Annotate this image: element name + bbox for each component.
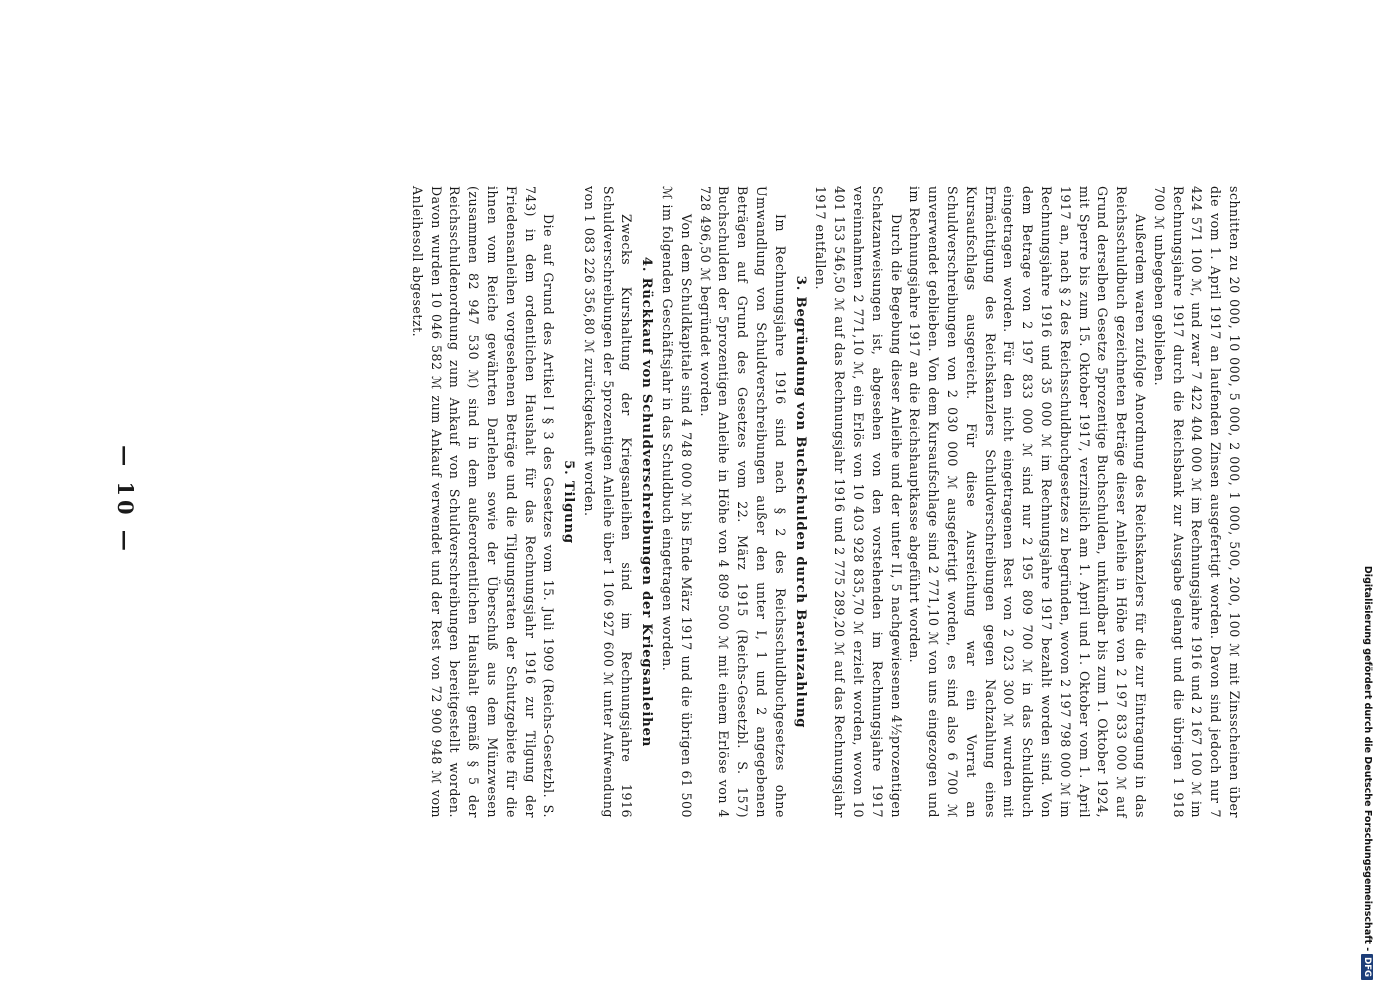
section-3-paragraph-2: Von dem Schuldkapitale sind 4 748 000 ℳ bis Ende März 1917 und die übrigen 61 500 ℳ im folgenden Geschäftsjahr in das Schuldbuch eingetragen worden.	[660, 186, 694, 818]
body-text	[407, 186, 1243, 818]
dfg-logo: DFG	[1361, 954, 1373, 980]
page-number: — 10 —	[113, 445, 138, 555]
paragraph-schuldverschreibungen-ausgabe: schnitten zu 20 000, 10 000, 5 000, 2 000, 1 000, 500, 200, 100 ℳ mit Zinsscheinen über die vom 1. April 1917 an laufenden Zinsen ausgefertigt worden. Davon sind jedoch nur 7 424 571 100 ℳ, und zwar 7 422 404 000 ℳ im Rechnungsjahre 1916 und 2 167 100 ℳ im Rechnungsjahre 1917 durch die Reichsbank zur Ausgabe gelangt und die übrigen 1 918 700 ℳ unbegeben geblieben.	[1151, 186, 1242, 818]
section-4-paragraph-1: Zwecks Kurshaltung der Kriegsanleihen sind im Rechnungsjahre 1916 Schuldverschreibungen der 5prozentigen Anleihe über 1 106 927 600 ℳ unter Aufwendung von 1 083 226 356,80 ℳ zurückgekauft worden.	[581, 186, 635, 818]
section-3-paragraph-1: Im Rechnungsjahre 1916 sind nach § 2 des Reichsschuldbuchgesetzes ohne Umwandlung von Schuldverschreibungen außer den unter I, 1 und 2 angegebenen Beträgen auf Grund des Gesetzes vom 22. März 1915 (Reichs-Gesetzbl. S. 157) Buchschulden der 5prozentigen Anleihe in Höhe von 4 809 500 ℳ mit einem Erlöse von 4 728 496,50 ℳ begründet worden.	[697, 186, 788, 818]
paragraph-buchschulden-eintragung: Außerdem waren zufolge Anordnung des Reichskanzlers für die zur Eintragung in das Reichsschuldbuch gezeichneten Beträge dieser Anleihe in Höhe von 2 197 833 000 ℳ auf Grund derselben Gesetze 5prozentige Buchschulden, unkündbar bis zum 1. Oktober 1924, mit Sperre bis zum 15. Oktober 1917, verzinslich am 1. April und 1. Oktober vom 1. April 1917 an, nach § 2 des Reichsschuldbuchgesetzes zu begründen, wovon 2 197 798 000 ℳ im Rechnungsjahre 1916 und 35 000 ℳ im Rechnungsjahre 1917 bezahlt worden sind. Von dem Betrage von 2 197 833 000 ℳ sind nur 2 195 809 700 ℳ in das Schuldbuch eingetragen worden. Für den nicht eingetragenen Rest von 2 023 300 ℳ wurden mit Ermächtigung des Reichskanzlers Schuldverschreibungen gegen Nachzahlung eines Kursaufschlags ausgereicht. Für diese Ausreichung war ein Vorrat an Schuldverschreibungen von 2 030 000 ℳ ausgefertigt worden, es sind also 6 700 ℳ unverwendet geblieben. Von dem Kursaufschlage sind 2 771,10 ℳ von uns eingezogen und im Rechnungsjahre 1917 an die Reichshauptkasse abgeführt worden.	[907, 186, 1149, 818]
section-3-heading: 3. Begründung von Buchschulden durch Bareinzahlung	[792, 275, 808, 729]
credit-text: Digitalisierung gefördert durch die Deutsche Forschungsgemeinschaft -	[1362, 565, 1373, 952]
section-4-heading: 4. Rückkauf von Schuldverschreibungen der Kriegsanleihen	[639, 256, 655, 748]
digitization-credit	[1361, 20, 1373, 980]
section-5-paragraph-1: Die auf Grund des Artikel I § 3 des Gesetzes vom 15. Juli 1909 (Reichs-Gesetzbl. S. 743) in dem ordentlichen Haushalt für das Rechnungsjahr 1916 zur Tilgung der Friedensanleihen vorgesehenen Beträge und die Tilgungsraten der Schutzgebiete für die ihnen vom Reiche gewährten Darlehen sowie der Überschuß aus dem Münzwesen (zusammen 82 947 530 ℳ) sind in dem außerordentlichen Haushalt gemäß § 5 der Reichsschuldenordnung zum Ankauf von Schuldverschreibungen bereitgestellt worden. Davon wurden 10 046 582 ℳ zum Ankauf verwendet und der Rest von 72 900 948 ℳ vom Anleihesoll abgesetzt.	[409, 186, 557, 818]
section-5-heading: 5. Tilgung	[561, 460, 577, 544]
paragraph-erloes: Durch die Begebung dieser Anleihe und der unter II, 5 nachgewiesenen 4½prozentigen Schatzanweisungen ist, abgesehen von den vorstehenden im Rechnungsjahre 1917 vereinnahmten 2 771,10 ℳ, ein Erlös von 10 403 928 835,70 ℳ erzielt worden, wovon 10 401 153 546,50 ℳ auf das Rechnungsjahr 1916 und 2 775 289,20 ℳ auf das Rechnungsjahr 1917 entfallen.	[813, 186, 904, 818]
